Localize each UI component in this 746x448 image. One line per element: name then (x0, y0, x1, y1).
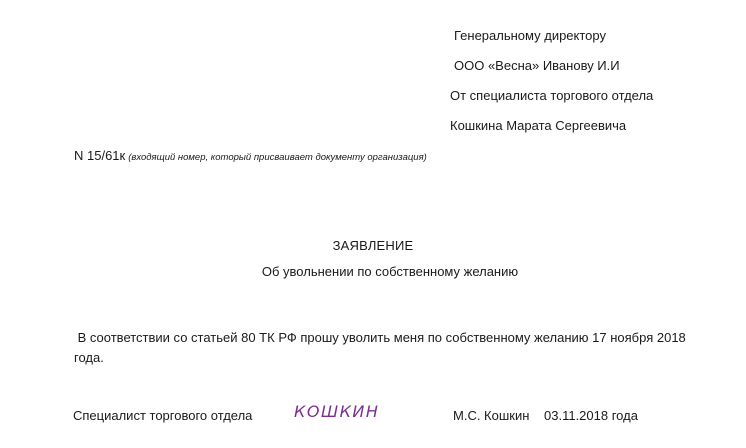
document-body (74, 328, 714, 368)
document-body-text: В соответствии со статьей 80 ТК РФ прошу уволить меня по собственному желанию 17 ноября 2018 года. (74, 330, 690, 365)
addressee-sender-position: От специалиста торгового отдела (450, 88, 654, 103)
registration-line (74, 148, 427, 166)
registration-number: N 15/61к (74, 148, 126, 163)
addressee-sender-name: Кошкина Марата Сергеевича (450, 118, 627, 133)
registration-note: (входящий номер, который присваивает документу организация) (128, 152, 427, 163)
addressee-recipient-title: Генеральному директору (454, 28, 606, 43)
signature-position: Специалист торгового отдела (73, 408, 253, 423)
document-subtitle: Об увольнении по собственному желанию (261, 264, 519, 279)
addressee-company-director: ООО «Весна» Иванову И.И (454, 58, 620, 73)
handwritten-signature: КОШКИН (294, 402, 380, 421)
signature-name: М.С. Кошкин (453, 408, 530, 423)
signature-date: 03.11.2018 года (544, 408, 638, 423)
document-title: ЗАЯВЛЕНИЕ (332, 238, 414, 253)
